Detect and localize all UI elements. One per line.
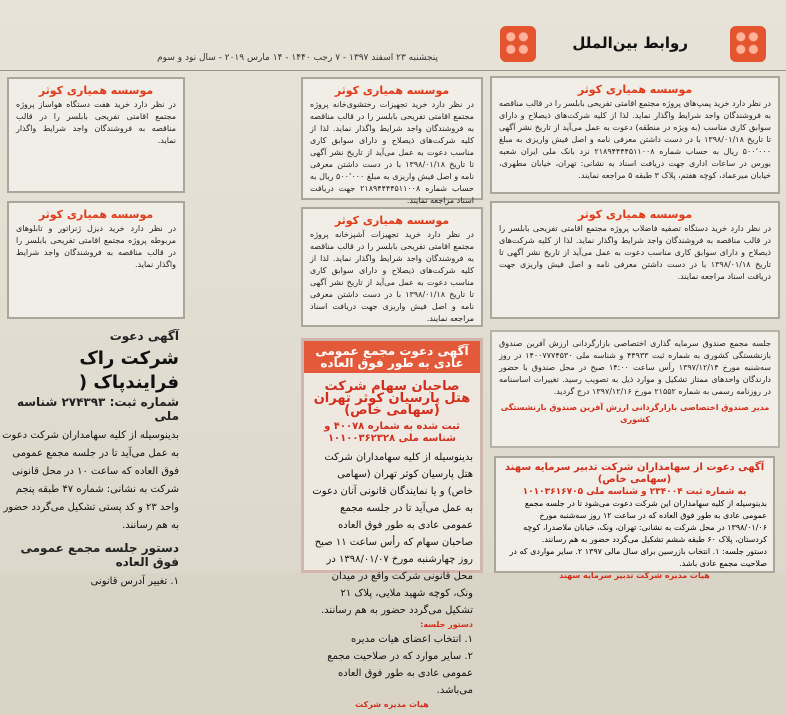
dateline: پنجشنبه ۲۳ اسفند ۱۳۹۷ - ۷ رجب ۱۴۴۰ - ۱۴ مارس ۲۰۱۹ - سال نود و سوم [157, 53, 438, 63]
page-header [0, 22, 786, 71]
big-notice-agenda-title: دستور جلسه: [420, 620, 473, 629]
left-column [0, 77, 185, 587]
fund-notice-body: جلسه مجمع صندوق سرمایه گذاری اختصاصی بازارگردانی ارزش آفرین صندوق بازنشستگی کشوری به شماره ثبت ۴۴۹۳۳ و شناسه ملی ۱۴۰۰۷۷۷۴۵۳۰ در روز سه‌شنبه مورخ ۱۳۹۷/۱۲/۱۴ رأس ساعت ۱۴:۰۰ صبح در محل صندوق با حضور دارندگان واحدهای ممتاز تشکیل و موارد ذیل به تصویب رسید. تغییرات اساسنامه در روزنامه رسمی به شماره ۲۱۵۵۲ مورخ ۱۳۹۷/۱۲/۱۶ درج گردید. [499, 339, 772, 396]
section-logo-icon [730, 26, 766, 62]
ad-title: موسسه همیاری کوثر [38, 208, 154, 221]
fund-notice-title: مدیر صندوق اختصاصی بازارگردانی ارزش آفرین صندوق بازنشستگی کشوری [500, 403, 770, 424]
ad-kowsar-1 [490, 76, 780, 194]
big-notice [301, 338, 483, 709]
rakfarayand-notice [0, 329, 185, 591]
ad-title: موسسه همیاری کوثر [334, 214, 450, 227]
big-notice-agenda-2: ۲. سایر موارد که در صلاحیت مجمع عمومی عادی به طور فوق العاده می‌باشد. [327, 651, 473, 696]
section-logo-icon-left [500, 26, 536, 62]
sahand-sign: هیات مدیره شرکت تدبیر سرمایه سهند [559, 571, 710, 580]
sahand-notice [494, 456, 775, 580]
big-notice-agenda-1: ۱. انتخاب اعضای هیات مدیره [351, 634, 473, 645]
ad-body: در نظر دارد خرید دستگاه تصفیه فاضلاب پروژه مجتمع اقامتی تفریحی بابلسر را در قالب مناقصه به فروشندگان واجد شرایط واگذار نماید. لذا از کلیه شرکت‌های ذیصلاح و دارای سوابق کاری مناسب دعوت به عمل می‌آید از تاریخ نشر آگهی تا تاریخ ۱۳۹۸/۰۱/۱۸ با در دست داشتن معرفی نامه و اصل فیش واریزی جهت دریافت اسناد مراجعه نمایند. [499, 224, 771, 281]
section-title: روابط بین‌الملل [572, 34, 688, 52]
sahand-reg: به شماره ثبت ۲۳۴۰۰۴ و شناسه ملی ۱۰۱۰۳۶۱۶۷۰۵ [522, 487, 747, 497]
notice-agenda-title: دستور جلسه مجمع عمومی فوق العاده [20, 541, 179, 569]
ad-body: در نظر دارد خرید دیزل ژنراتور و تابلوهای مربوطه پروژه مجتمع اقامتی تفریحی بابلسر را در قالب مناقصه به فروشندگان واجد شرایط واگذار نماید. [16, 224, 176, 269]
notice-company: شرکت راک فرایندپاک ( [78, 348, 179, 393]
left-ad-2 [7, 201, 185, 319]
ad-body: در نظر دارد خرید تجهیزات آشپزخانه پروژه مجتمع اقامتی تفریحی بابلسر را در قالب مناقصه به فروشندگان واجد شرایط واگذار نماید. لذا از کلیه شرکت‌های ذیصلاح و دارای سوابق کاری مناسب دعوت به عمل می‌آید از تاریخ نشر آگهی تا تاریخ ۱۳۹۸/۰۱/۱۸ با در دست داشتن معرفی نامه و اصل فیش واریزی جهت دریافت اسناد مراجعه نمایند. [310, 230, 474, 323]
big-notice-head: آگهی دعوت مجمع عمومی عادی به طور فوق العاده [304, 341, 480, 373]
notice-agenda-1: ۱. تغییر آدرس قانونی [90, 576, 179, 587]
ad-kowsar-2 [301, 77, 483, 205]
sahand-title: آگهی دعوت از سهامداران شرکت تدبیر سرمایه سهند (سهامی خاص) [504, 462, 765, 485]
ad-kowsar-4 [301, 207, 483, 327]
left-ad-1 [7, 77, 185, 193]
sahand-agenda: دستور جلسه: ۱. انتخاب بازرسین برای سال مالی ۱۳۹۷ ۲. سایر مواردی که در صلاحیت مجمع عادی باشد. [509, 547, 767, 568]
ad-title: موسسه همیاری کوثر [577, 208, 693, 221]
big-notice-reg: ثبت شده به شماره ۴۰۰۷۸ و شناسه ملی ۱۰۱۰۰۳۶۲۳۲۸ [324, 421, 460, 444]
big-notice-company: صاحبان سهام شرکت هتل پارسیان کوثر تهران (سهامی خاص) [313, 379, 471, 418]
fund-notice [490, 330, 780, 448]
notice-reg: شماره ثبت: ۲۷۴۳۹۳ شناسه ملی [16, 395, 179, 423]
ad-body: در نظر دارد خرید هفت دستگاه هواساز پروژه مجتمع اقامتی تفریحی بابلسر را در قالب مناقصه به فروشندگان واجد شرایط واگذار نماید. [16, 100, 176, 145]
sahand-body: بدینوسیله از کلیه سهامداران این شرکت دعوت می‌شود تا در جلسه مجمع عمومی عادی به طور فوق العاده که در ساعت ۱۲ روز سه‌شنبه مورخ ۱۳۹۸/۰۱/۰۶ در محل شرکت به نشانی: تهران، ونک، خیابان ملاصدرا، کوچه کردستان، پلاک ۶۰ طبقه ششم تشکیل می‌گردد حضور به هم رسانند. [523, 499, 767, 544]
ad-body: در نظر دارد خرید پمپ‌های پروژه مجتمع اقامتی تفریحی بابلسر را در قالب مناقصه به فروشندگان واجد شرایط واگذار نماید. لذا از کلیه شرکت‌های ذیصلاح و دارای سوابق کاری مناسب (به ویژه در منطقه) دعوت به عمل می‌آید از تاریخ نشر آگهی تا تاریخ ۱۳۹۸/۰۱/۱۸ با در دست داشتن معرفی نامه و اصل فیش واریزی به مبلغ ۵۰۰٬۰۰۰ ریال به حساب شماره ۲۱۸۹۴۴۴۴۵۱۱۰۰۸ نزد بانک ملی ایران شعبه بورس در ساعات اداری جهت دریافت اسناد به نشانی: تهران، خیابان مطهری، خیابان میرعماد، کوچه هفتم، پلاک ۳ طبقه ۵ مراجعه نمایند. [499, 99, 772, 180]
ad-body: در نظر دارد خرید تجهیزات رختشوی‌خانه پروژه مجتمع اقامتی تفریحی بابلسر را در قالب مناقصه به فروشندگان واجد شرایط واگذار نماید. لذا از کلیه شرکت‌های ذیصلاح و دارای سوابق کاری مناسب دعوت به عمل می‌آید از تاریخ نشر آگهی تا تاریخ ۱۳۹۸/۰۱/۱۸ با در دست داشتن معرفی نامه و اصل فیش واریزی به مبلغ ۵۰۰٬۰۰۰ ریال به حساب شماره ۲۱۸۹۴۴۴۴۵۱۱۰۰۸ جهت دریافت اسناد مراجعه نمایند. [310, 100, 474, 205]
ad-kowsar-3 [490, 201, 780, 319]
ad-title: موسسه همیاری کوثر [577, 83, 693, 96]
ad-title: موسسه همیاری کوثر [334, 84, 450, 97]
notice-label: آگهی دعوت [109, 329, 179, 343]
notice-body: بدینوسیله از کلیه سهامداران شرکت دعوت به عمل می‌آید تا در جلسه مجمع عمومی فوق العاده که ساعت ۱۰ در محل قانونی شرکت به نشانی: شماره ۴۷ طبقه پنجم واحد ۲۳ و کد پستی تشکیل می‌گردد حضور به هم رسانند. [2, 430, 179, 531]
big-notice-body: بدینوسیله از کلیه سهامداران شرکت هتل پارسیان کوثر تهران (سهامی خاص) و یا نمایندگان قانونی آنان دعوت به عمل می‌آید تا در جلسه مجمع عمومی عادی به طور فوق العاده صاحبان سهام که رأس ساعت ۱۱ صبح روز چهارشنبه مورخ ۱۳۹۸/۰۱/۰۷ در محل قانونی شرکت واقع در میدان ونک، کوچه شهید ملایی، پلاک ۲۱ تشکیل می‌گردد حضور به هم رسانند. [312, 452, 473, 616]
ad-title: موسسه همیاری کوثر [38, 84, 154, 97]
big-notice-sign: هیات مدیره شرکت [355, 700, 429, 709]
